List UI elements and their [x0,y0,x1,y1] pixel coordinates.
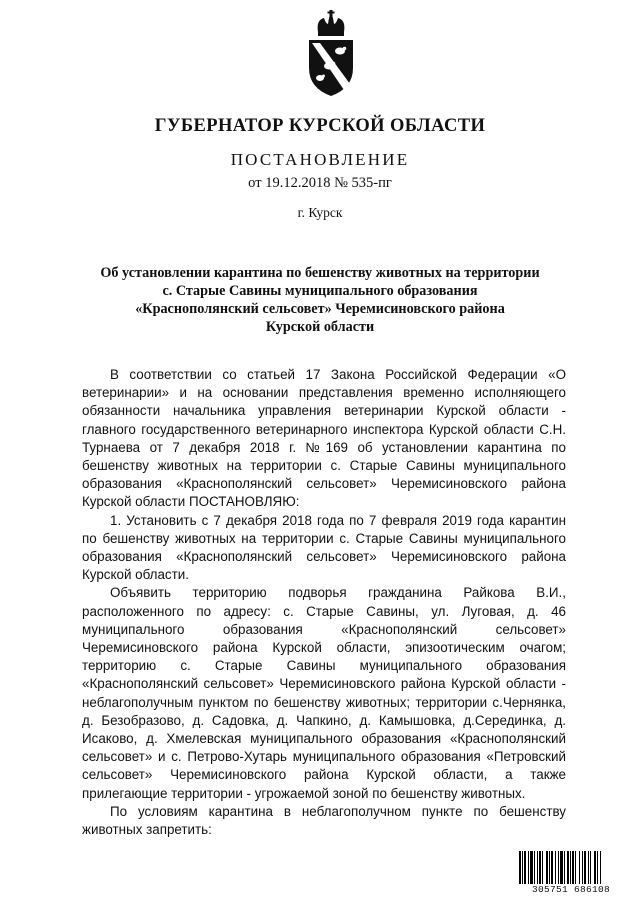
crown-icon [318,10,345,36]
body-paragraph: Объявить территорию подворья гражданина Райкова В.И., расположенного по адресу: с. Старые Савины, ул. Луговая, д. 46 муниципального образования «Краснополянский сельсовет» Черемисиновского района Курской области, эпизоотическим очагом; территорию с. Старые Савины муниципального образования «Краснополянский сельсовет» Черемисиновского района Курской области - неблагополучным пунктом по бешенству животных; территории с.Чернянка, д. Безобразово, д. Садовка, д. Чапкино, д. Камышовка, д.Серединка, д. Исаково, д. Хмелевская муниципального образования «Краснополянский сельсовет» и с. Петрово-Хутарь муниципального образования «Петровский сельсовет» Черемисиновского района Курской области, а также прилегающие территории - угрожаемой зоной по бешенству животных. [82,585,566,801]
document-body [82,366,566,839]
document-type: ПОСТАНОВЛЕНИЕ [230,150,410,169]
title-line: с. Старые Савины муниципального образования [162,283,478,299]
title-line: Об установлении карантина по бешенству животных на территории [100,265,540,281]
barcode-bars [519,851,623,885]
title-line: Курской области [265,319,375,335]
city-name: г. Курск [297,205,343,220]
body-paragraph: 1. Установить с 7 декабря 2018 года по 7 февраля 2019 года карантин по бешенству животных на территории с. Старые Савины муниципального образования «Краснополянский сельсовет» Черемисиновского района Курской области. [82,512,566,583]
barcode-number: 305751 686108 [519,884,623,895]
body-paragraph: По условиям карантина в неблагополучном пункте по бешенству животных запретить: [82,803,566,838]
authority-heading: ГУБЕРНАТОР КУРСКОЙ ОБЛАСТИ [154,116,486,136]
coat-of-arms-emblem [300,10,362,98]
barcode [519,851,623,895]
document-title [70,264,570,336]
title-line: «Краснополянский сельсовет» Черемисиновского района [135,301,505,317]
body-paragraph: В соответствии со статьей 17 Закона Российской Федерации «О ветеринарии» и на основании представления временно исполняющего обязанности начальника управления ветеринарии Курской области - главного государственного ветеринарного инспектора Курской области С.Н. Турнаева от 7 декабря 2018 г. №169 об установлении карантина по бешенству животных на территории с. Старые Савины муниципального образования «Краснополянский сельсовет» Черемисиновского района Курской области ПОСТАНОВЛЯЮ: [82,367,566,510]
date-and-number: от 19.12.2018 № 535-пг [248,175,392,191]
